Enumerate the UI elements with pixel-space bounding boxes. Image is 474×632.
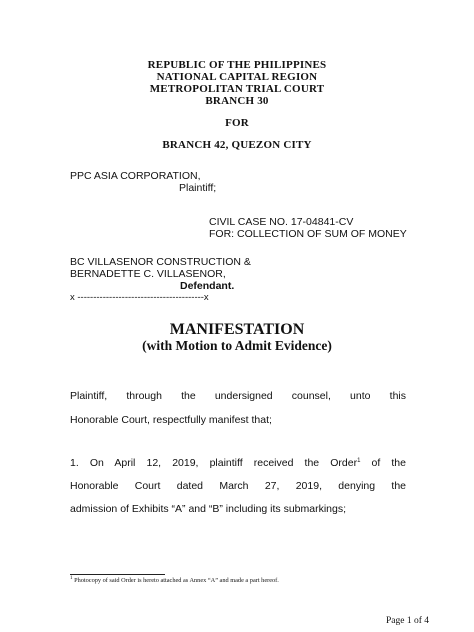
defendant-name-line2: BERNADETTE C. VILLASENOR,	[70, 268, 226, 280]
court-header-region: NATIONAL CAPITAL REGION	[156, 71, 318, 83]
document-subtitle: (with Motion to Admit Evidence)	[142, 338, 332, 353]
document-title: MANIFESTATION	[169, 321, 305, 338]
footnote-text: Photocopy of said Order is hereto attached as Annex “A” and made a part hereof.	[72, 577, 279, 584]
item1-line1-tail: of the	[360, 457, 406, 469]
court-header-republic: REPUBLIC OF THE PHILIPPINES	[147, 59, 327, 71]
case-nature: FOR: COLLECTION OF SUM OF MONEY	[209, 228, 407, 240]
defendant-name-line1: BC VILLASENOR CONSTRUCTION &	[70, 256, 251, 268]
plaintiff-role: Plaintiff;	[179, 182, 217, 194]
item1-line1-text: 1. On April 12, 2019, plaintiff received the Order	[70, 457, 358, 469]
page-indicator: Page 1 of 4	[385, 616, 429, 626]
court-header-for-label: FOR	[225, 117, 249, 129]
court-header-court: METROPOLITAN TRIAL COURT	[149, 83, 325, 95]
case-number: CIVIL CASE NO. 17-04841-CV	[209, 216, 354, 228]
defendant-role: Defendant.	[180, 280, 235, 292]
footnote-reference[interactable]: 1	[357, 458, 361, 464]
intro-paragraph-line1: Plaintiff, through the undersigned counsel, unto this	[70, 390, 406, 402]
court-header-branch: BRANCH 30	[205, 95, 269, 107]
item1-line1	[70, 457, 406, 469]
item1-line3: admission of Exhibits “A” and “B” including its submarkings;	[70, 503, 347, 515]
footnote	[70, 577, 279, 584]
item1-line2: Honorable Court dated March 27, 2019, denying the	[70, 480, 406, 492]
intro-paragraph-line2: Honorable Court, respectfully manifest that;	[70, 414, 272, 426]
footnote-number: 1	[70, 576, 73, 581]
caption-separator: x ----------------------------------------x	[70, 292, 209, 303]
plaintiff-name: PPC ASIA CORPORATION,	[70, 170, 201, 182]
footnote-divider	[70, 574, 165, 575]
court-header-branch-for: BRANCH 42, QUEZON CITY	[162, 139, 312, 151]
